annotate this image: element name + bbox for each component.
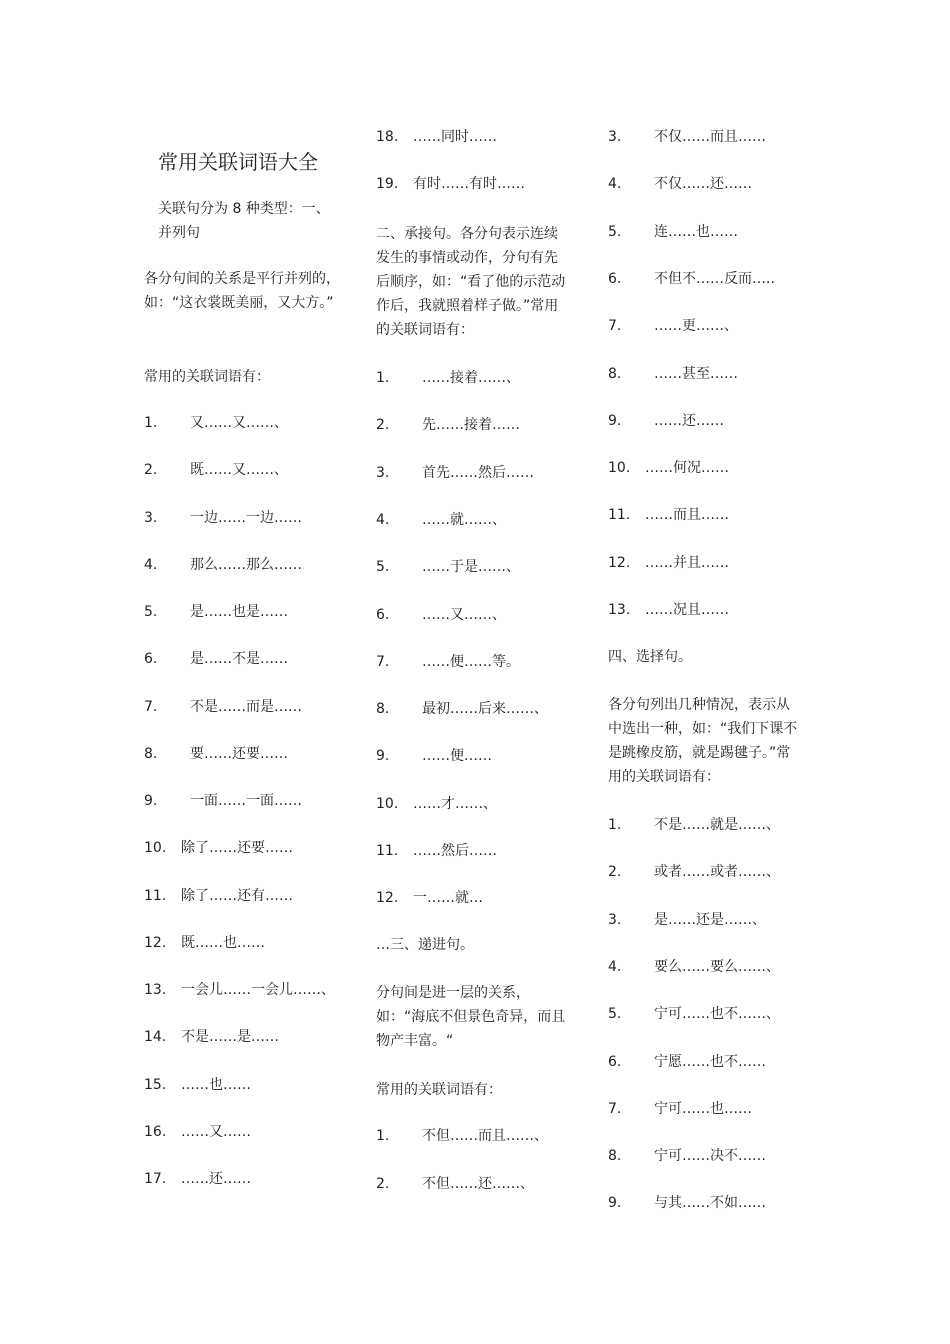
list-item — [376, 699, 548, 719]
list-item — [144, 886, 293, 906]
list-item — [144, 1027, 279, 1047]
list-item-number: 12. — [608, 554, 631, 571]
list-item-text: ……接着……、 — [422, 370, 520, 386]
list-item — [144, 980, 335, 1000]
list-item-number: 7. — [144, 698, 158, 715]
list-item-text: 一边……一边…… — [190, 509, 302, 526]
list-item-text: 不仅……而且…… — [654, 129, 766, 145]
list-item — [376, 746, 492, 766]
list-item — [144, 649, 288, 669]
list-item-text: 又……又……、 — [190, 415, 288, 431]
common-words-label-2: 常用的关联词语有： — [376, 1082, 502, 1098]
list-item-text: 除了……还有…… — [181, 887, 293, 904]
list-item-text: 是……还是……、 — [654, 911, 766, 928]
list-item-number: 7. — [608, 1100, 622, 1117]
list-item-number: 19. — [376, 176, 399, 192]
list-item-text: 要……还要…… — [190, 745, 288, 762]
list-item-text: 有时……有时…… — [413, 176, 525, 192]
list-item-text: 要么……要么……、 — [654, 958, 780, 975]
list-item-number: 17. — [144, 1171, 167, 1187]
list-item-number: 8. — [608, 365, 622, 382]
list-item — [144, 555, 302, 575]
list-item — [608, 1193, 766, 1213]
list-item-number: 3. — [376, 464, 390, 481]
list-item — [608, 1004, 780, 1024]
list-item-number: 16. — [144, 1123, 167, 1140]
list-item — [376, 127, 497, 147]
list-item-text: ……然后…… — [413, 843, 497, 859]
list-item-text: 首先……然后…… — [422, 464, 534, 481]
list-item-text: 是……也是…… — [190, 604, 288, 620]
list-item-text: 连……也…… — [654, 223, 738, 240]
list-item — [608, 957, 780, 977]
list-item-text: ……而且…… — [645, 507, 729, 524]
list-item-text: ……甚至…… — [654, 365, 738, 382]
list-item — [144, 1075, 251, 1095]
list-item-number: 4. — [608, 176, 622, 193]
list-item-text: ……也…… — [181, 1076, 251, 1093]
list-item-text: 不是……而是…… — [190, 698, 302, 715]
list-item — [144, 838, 293, 858]
progressive-description: 分句间是进一层的关系，如：“海底不但景色奇异，而且物产丰富。“ — [376, 985, 566, 1049]
list-item-text: ……并且…… — [645, 554, 729, 571]
list-item-number: 12. — [144, 934, 167, 951]
list-item-number: 6. — [608, 270, 622, 287]
list-item — [144, 460, 288, 480]
list-item — [144, 1122, 251, 1142]
list-item-text: 一……就… — [413, 890, 483, 907]
list-item-text: ……又…… — [181, 1123, 251, 1140]
list-item-text: 宁愿……也不…… — [654, 1053, 766, 1070]
list-item-number: 7. — [608, 318, 622, 335]
list-item-number: 1. — [144, 415, 158, 431]
list-item — [376, 605, 506, 625]
list-item — [376, 652, 520, 672]
list-item-text: 是……不是…… — [190, 651, 288, 668]
list-item — [608, 1052, 766, 1072]
list-item-text: ……更……、 — [654, 318, 738, 335]
list-item-text: 既……又……、 — [190, 462, 288, 479]
list-item-number: 10. — [376, 795, 399, 812]
list-item-text: 先……接着…… — [422, 417, 520, 434]
list-item-number: 11. — [376, 843, 399, 859]
list-item — [608, 222, 738, 242]
list-item — [376, 1126, 548, 1146]
list-item-text: 不是……是…… — [181, 1029, 279, 1046]
list-item — [376, 888, 483, 908]
choice-description: 各分句列出几种情况，表示从中选出一种，如：“我们下课不是跳橡皮筋，就是踢毽子。”常用的关联词语有： — [608, 697, 798, 785]
list-item-text: 既……也…… — [181, 934, 265, 951]
list-item-number: 5. — [608, 1006, 622, 1023]
list-item — [144, 697, 302, 717]
list-item-number: 13. — [608, 602, 631, 618]
sequence-section: 二、承接句。各分句表示连续发生的事情或动作，分句有先后顺序，如：“看了他的示范动作后，我就照着样子做。”常用的关联词语有： — [376, 226, 566, 338]
list-item-number: 9. — [608, 1195, 622, 1212]
list-item-text: 最初……后来……、 — [422, 701, 548, 718]
list-item-text: 那么……那么…… — [190, 556, 302, 573]
list-item-number: 8. — [144, 745, 158, 762]
list-item-number: 9. — [144, 793, 158, 809]
list-item — [608, 364, 738, 384]
list-item — [376, 415, 520, 435]
list-item-number: 7. — [376, 653, 390, 670]
list-item — [608, 553, 729, 573]
list-item-number: 1. — [608, 817, 622, 833]
list-item-number: 2. — [144, 462, 158, 479]
list-item — [608, 269, 775, 289]
common-words-label: 常用的关联词语有： — [144, 369, 270, 385]
list-item-number: 8. — [608, 1148, 622, 1165]
list-item-text: ……于是……、 — [422, 559, 520, 576]
list-item-text: 一面……一面…… — [190, 793, 302, 809]
list-item-text: ……便……等。 — [422, 653, 520, 670]
list-item-number: 1. — [376, 1128, 390, 1144]
list-item-text: 宁可……决不…… — [654, 1148, 766, 1165]
list-item-text: ……又……、 — [422, 606, 506, 623]
list-item-number: 5. — [608, 223, 622, 240]
list-item-text: ……才……、 — [413, 795, 497, 812]
list-item-text: 不但……还……、 — [422, 1176, 534, 1192]
list-item-text: 不但不……反而….. — [654, 270, 775, 287]
list-item-number: 8. — [376, 701, 390, 718]
list-item-number: 15. — [144, 1076, 167, 1093]
list-item-number: 5. — [376, 559, 390, 576]
list-item-text: ……就……、 — [422, 511, 506, 528]
list-item-number: 1. — [376, 370, 390, 386]
list-item — [608, 316, 738, 336]
list-item-number: 2. — [376, 417, 390, 434]
list-item-text: ……便…… — [422, 748, 492, 765]
list-item — [608, 174, 752, 194]
list-item-text: ……何况…… — [645, 460, 729, 477]
list-item-number: 4. — [144, 556, 158, 573]
list-item — [144, 933, 265, 953]
list-item-text: ……还…… — [181, 1171, 251, 1187]
list-item-text: 不是……就是……、 — [654, 817, 780, 833]
list-item — [376, 510, 506, 530]
list-item-text: 除了……还要…… — [181, 840, 293, 857]
list-item-number: 13. — [144, 982, 167, 998]
list-item — [608, 458, 729, 478]
list-item-number: 2. — [608, 864, 622, 881]
list-item — [144, 744, 288, 764]
list-item — [144, 508, 302, 528]
list-item — [144, 602, 288, 622]
list-item-text: 不但……而且……、 — [422, 1128, 548, 1144]
list-item-text: 不仅……还…… — [654, 176, 752, 193]
parallel-description: 各分句间的关系是平行并列的，如：“这衣裳既美丽，又大方。” — [144, 271, 340, 311]
list-item-number: 10. — [608, 460, 631, 477]
list-item-number: 4. — [376, 511, 390, 528]
list-item — [376, 368, 520, 388]
list-item — [144, 1169, 251, 1189]
list-item — [144, 413, 288, 433]
list-item — [608, 411, 724, 431]
list-item-number: 11. — [144, 887, 167, 904]
progressive-heading: …三、递进句。 — [376, 937, 474, 953]
list-item-text: ……同时…… — [413, 129, 497, 145]
list-item — [608, 910, 766, 930]
list-item-number: 3. — [144, 509, 158, 526]
list-item-text: 一会儿……一会儿……、 — [181, 982, 335, 998]
list-item — [376, 794, 497, 814]
list-item — [608, 127, 766, 147]
list-item-text: ……况且…… — [645, 602, 729, 618]
list-item-number: 3. — [608, 911, 622, 928]
list-item — [608, 862, 780, 882]
list-item — [608, 600, 729, 620]
list-item — [376, 841, 497, 861]
list-item — [608, 1099, 752, 1119]
list-item-number: 6. — [608, 1053, 622, 1070]
list-item-text: 宁可……也…… — [654, 1100, 752, 1117]
list-item-number: 10. — [144, 840, 167, 857]
list-item-number: 11. — [608, 507, 631, 524]
list-item-number: 6. — [144, 651, 158, 668]
list-item-number: 3. — [608, 129, 622, 145]
list-item — [376, 174, 525, 194]
list-item-number: 4. — [608, 958, 622, 975]
choice-heading: 四、选择句。 — [608, 649, 692, 665]
list-item — [608, 815, 780, 835]
list-item-number: 18. — [376, 129, 399, 145]
list-item — [608, 505, 729, 525]
list-item-number: 2. — [376, 1176, 390, 1192]
list-item-text: 与其……不如…… — [654, 1195, 766, 1212]
list-item-text: 宁可……也不……、 — [654, 1006, 780, 1023]
list-item-text: 或者……或者……、 — [654, 864, 780, 881]
intro-text: 关联句分为 8 种类型：一、并列句 — [158, 201, 330, 241]
list-item — [376, 557, 520, 577]
list-item-number: 6. — [376, 606, 390, 623]
list-item-number: 12. — [376, 890, 399, 907]
list-item-number: 5. — [144, 604, 158, 620]
list-item — [376, 1174, 534, 1194]
list-item-number: 14. — [144, 1029, 167, 1046]
list-item-number: 9. — [376, 748, 390, 765]
list-item-number: 9. — [608, 412, 622, 429]
page-title: 常用关联词语大全 — [158, 150, 318, 174]
list-item — [144, 791, 302, 811]
list-item — [376, 463, 534, 483]
list-item — [608, 1146, 766, 1166]
list-item-text: ……还…… — [654, 412, 724, 429]
